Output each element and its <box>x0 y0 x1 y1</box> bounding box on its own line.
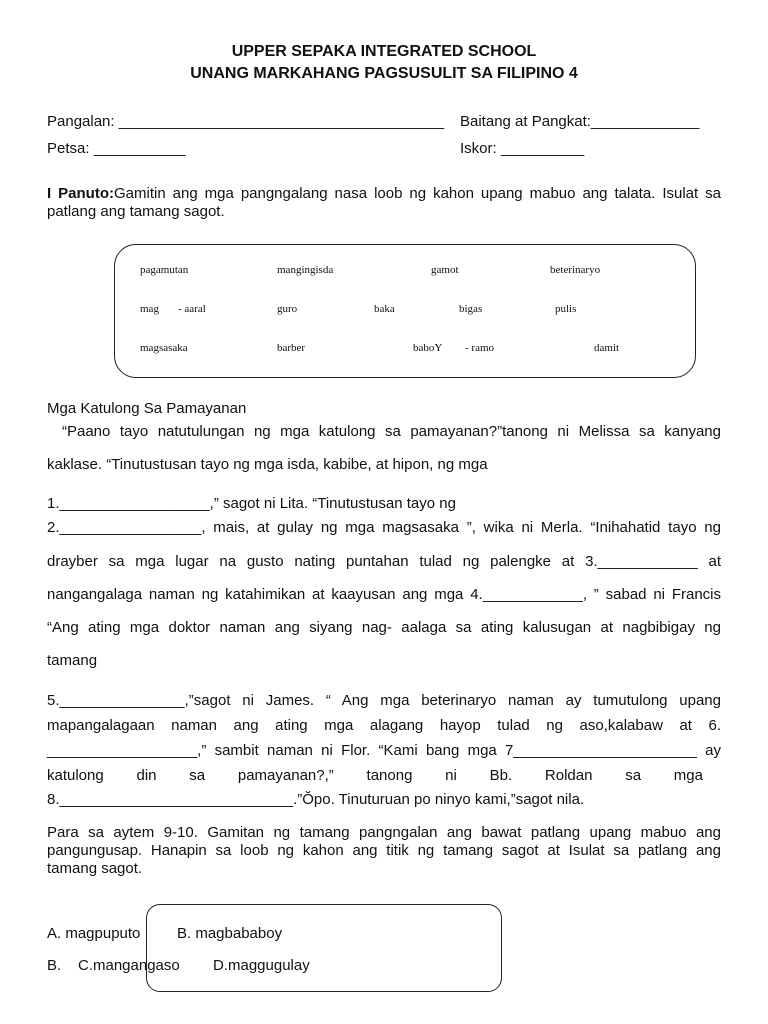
choice-a: A. magpuputo <box>47 925 141 942</box>
story-line: 1.__________________,” sagot ni Lita. “Tinutustusan tayo ng <box>47 495 456 512</box>
score-field: Iskor: __________ <box>460 140 585 157</box>
word-item: baka <box>374 303 395 315</box>
story-line: nangangalaga naman ng katahimikan at kaayusan ang mga 4.____________, ” sabad ni Francis <box>47 586 721 603</box>
story-line: mapangalagaan naman ang ating mga alagang hayop tulad ng aso,kalabaw at 6. <box>47 717 721 734</box>
instruction-label: I Panuto: <box>47 185 114 202</box>
name-field: Pangalan: _______________________________________ <box>47 113 445 130</box>
word-item: pagamutan <box>140 264 189 276</box>
story-line: 2._________________, mais, at gulay ng mga magsasaka ”, wika ni Merla. “Inihahatid tayo ng <box>47 519 721 536</box>
choice-b-blank: B. <box>47 957 62 974</box>
instruction-line-2: patlang ang tamang sagot. <box>47 203 225 220</box>
story-line: 8.____________________________.”Ŏpo. Tinuturuan po ninyo kami,”sagot nila. <box>47 791 585 808</box>
word-item: - aaral <box>178 303 206 315</box>
word-item: - ramo <box>465 342 495 354</box>
choice-d: D.maggugulay <box>213 957 310 974</box>
grade-section-field: Baitang at Pangkat:_____________ <box>460 113 700 130</box>
story-line: “Ang ating mga doktor naman ang siyang nag- aalaga sa ating kalusugan at nagbibigay ng <box>47 619 721 636</box>
instruction-line-1 <box>47 185 721 203</box>
word-item: mangingisda <box>277 264 334 276</box>
story-title: Mga Katulong Sa Pamayanan <box>47 400 247 417</box>
story-line: tamang <box>47 652 98 669</box>
word-item: magsasaka <box>140 342 188 354</box>
school-name: UPPER SEPAKA INTEGRATED SCHOOL <box>231 43 537 60</box>
story-line: drayber sa mga lugar na gusto nating puntahan tulad ng palengke at 3.____________ at <box>47 553 721 570</box>
story-line: kaklase. “Tinutustusan tayo ng mga isda, kabibe, at hipon, ng mga <box>47 456 488 473</box>
choices-box <box>146 904 502 992</box>
exam-title: UNANG MARKAHANG PAGSUSULIT SA FILIPINO 4 <box>190 65 578 82</box>
word-item: beterinaryo <box>550 264 601 276</box>
word-item: damit <box>594 342 620 354</box>
date-field: Petsa: ___________ <box>47 140 186 157</box>
word-item: barber <box>277 342 306 354</box>
word-item: gamot <box>431 264 459 276</box>
word-item: baboY <box>413 342 443 354</box>
word-item: pulis <box>555 303 577 315</box>
choice-b: B. magbababoy <box>177 925 283 942</box>
choice-c: C.mangangaso <box>78 957 180 974</box>
part2-instruction-line: Para sa aytem 9-10. Gamitan ng tamang pangngalan ang bawat patlang upang mabuo ang <box>47 824 721 841</box>
word-item: guro <box>277 303 298 315</box>
word-item: mag <box>140 303 159 315</box>
story-line: __________________,” sambit naman ni Flor. “Kami bang mga 7______________________ ay <box>47 742 721 759</box>
part2-instruction-line: pangungusap. Hanapin sa loob ng kahon ang titik ng tamang sagot at Isulat sa patlang ang <box>47 842 721 859</box>
part2-instruction-line: tamang sagot. <box>47 860 143 877</box>
word-item: bigas <box>459 303 483 315</box>
story-line: 5._______________,”sagot ni James. “ Ang mga beterinaryo naman ay tumutulong upang <box>47 692 721 709</box>
instruction-text-1: Gamitin ang mga pangngalang nasa loob ng kahon upang mabuo ang talata. Isulat sa <box>113 185 721 202</box>
story-line: katulong din sa pamayanan?,” tanong ni Bb. Roldan sa mga <box>47 767 703 784</box>
story-line: “Paano tayo natutulungan ng mga katulong sa pamayanan?”tanong ni Melissa sa kanyang <box>62 423 721 440</box>
